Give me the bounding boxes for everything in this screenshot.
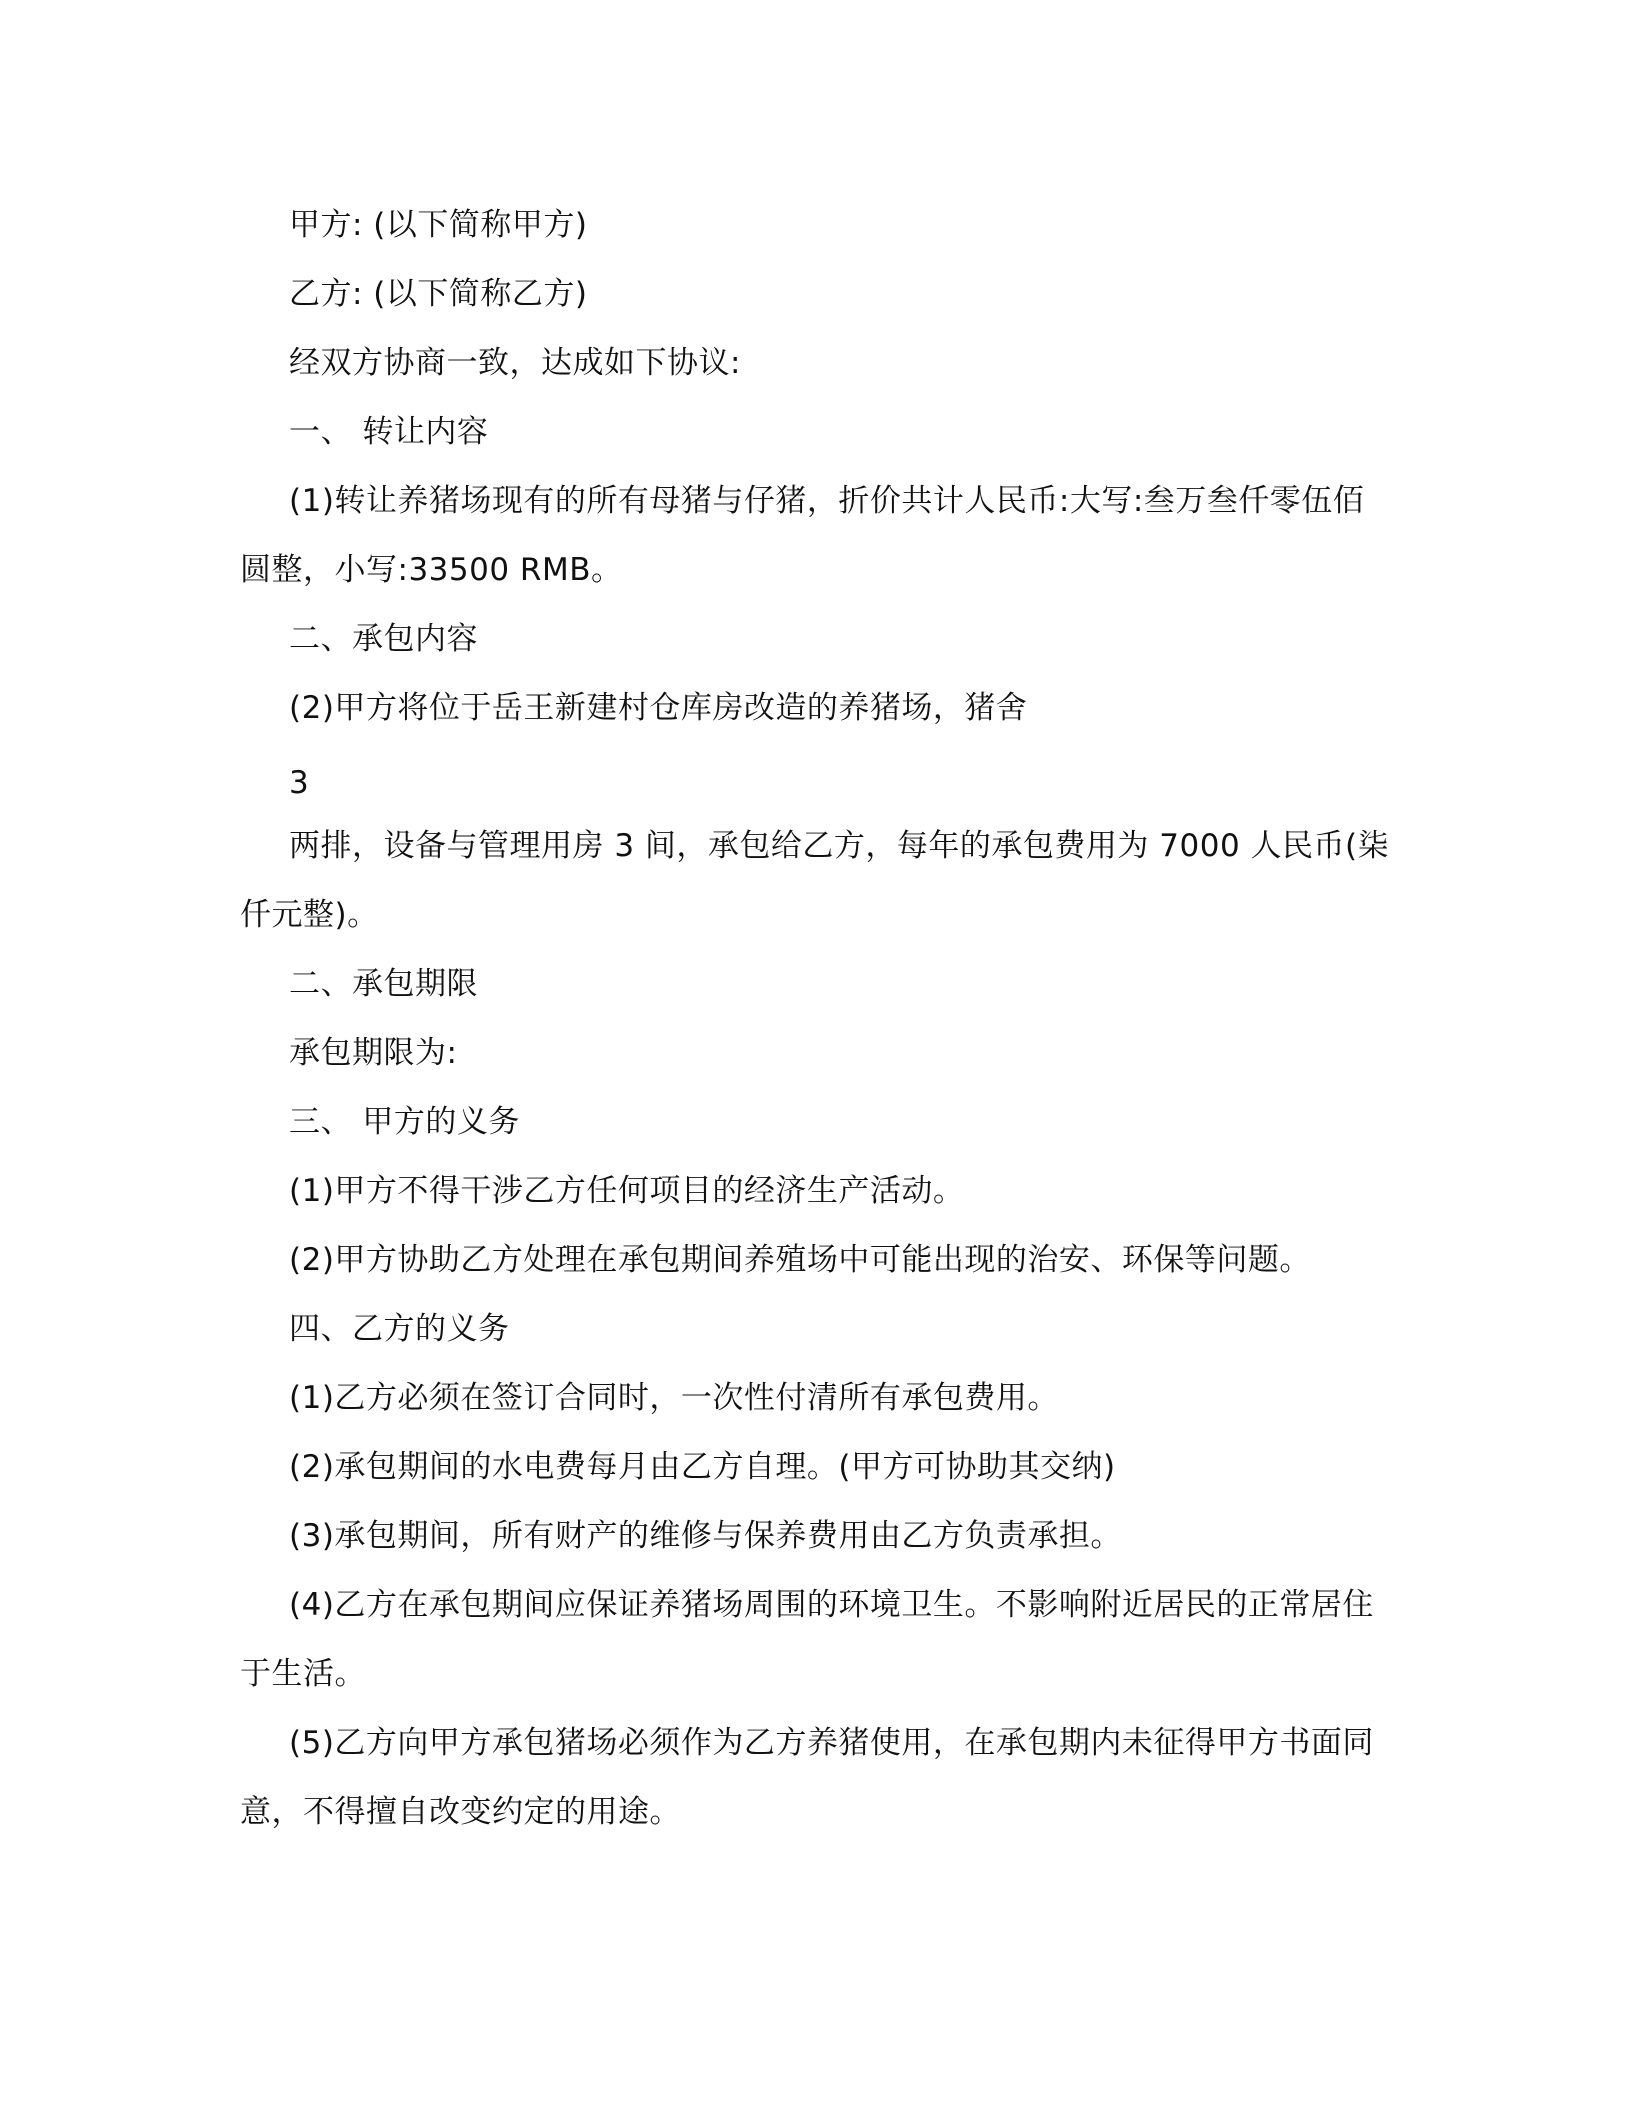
- section-heading-party-a-duties: 三、 甲方的义务: [289, 1104, 520, 1140]
- clause-party-b-duty-2: (2)承包期间的水电费每月由乙方自理。(甲方可协助其交纳): [289, 1449, 1116, 1485]
- agreement-intro: 经双方协商一致，达成如下协议:: [289, 345, 741, 381]
- clause-contract-number: 3: [289, 765, 310, 801]
- clause-party-b-duty-5-line-2: 意，不得擅自改变约定的用途。: [240, 1794, 681, 1830]
- clause-party-a-duty-1: (1)甲方不得干涉乙方任何项目的经济生产活动。: [289, 1173, 965, 1209]
- section-heading-term: 二、承包期限: [289, 966, 478, 1002]
- clause-party-b-duty-1: (1)乙方必须在签订合同时，一次性付清所有承包费用。: [289, 1380, 1059, 1416]
- section-heading-party-b-duties: 四、乙方的义务: [289, 1311, 510, 1347]
- clause-term: 承包期限为:: [289, 1035, 458, 1071]
- clause-party-b-duty-4-line-2: 于生活。: [240, 1656, 366, 1692]
- section-heading-transfer: 一、 转让内容: [289, 414, 489, 450]
- clause-party-b-duty-5-line-1: (5)乙方向甲方承包猪场必须作为乙方养猪使用，在承包期内未征得甲方书面同: [289, 1725, 1374, 1761]
- clause-transfer-line-1: (1)转让养猪场现有的所有母猪与仔猪，折价共计人民币:大写:叁万叁仟零伍佰: [289, 483, 1365, 519]
- clause-contract-line-2: 两排，设备与管理用房 3 间，承包给乙方，每年的承包费用为 7000 人民币(柒: [289, 828, 1390, 864]
- clause-party-b-duty-3: (3)承包期间，所有财产的维修与保养费用由乙方负责承担。: [289, 1518, 1122, 1554]
- clause-contract-line-3: 仟元整)。: [240, 897, 379, 933]
- party-b-line: 乙方: (以下简称乙方): [289, 276, 588, 312]
- clause-contract-line-1: (2)甲方将位于岳王新建村仓库房改造的养猪场，猪舍: [289, 690, 1028, 726]
- clause-transfer-line-2: 圆整，小写:33500 RMB。: [240, 552, 623, 588]
- clause-party-b-duty-4-line-1: (4)乙方在承包期间应保证养猪场周围的环境卫生。不影响附近居民的正常居住: [289, 1587, 1374, 1623]
- section-heading-contract: 二、承包内容: [289, 621, 478, 657]
- party-a-line: 甲方: (以下简称甲方): [289, 207, 588, 243]
- clause-party-a-duty-2: (2)甲方协助乙方处理在承包期间养殖场中可能出现的治安、环保等问题。: [289, 1242, 1311, 1278]
